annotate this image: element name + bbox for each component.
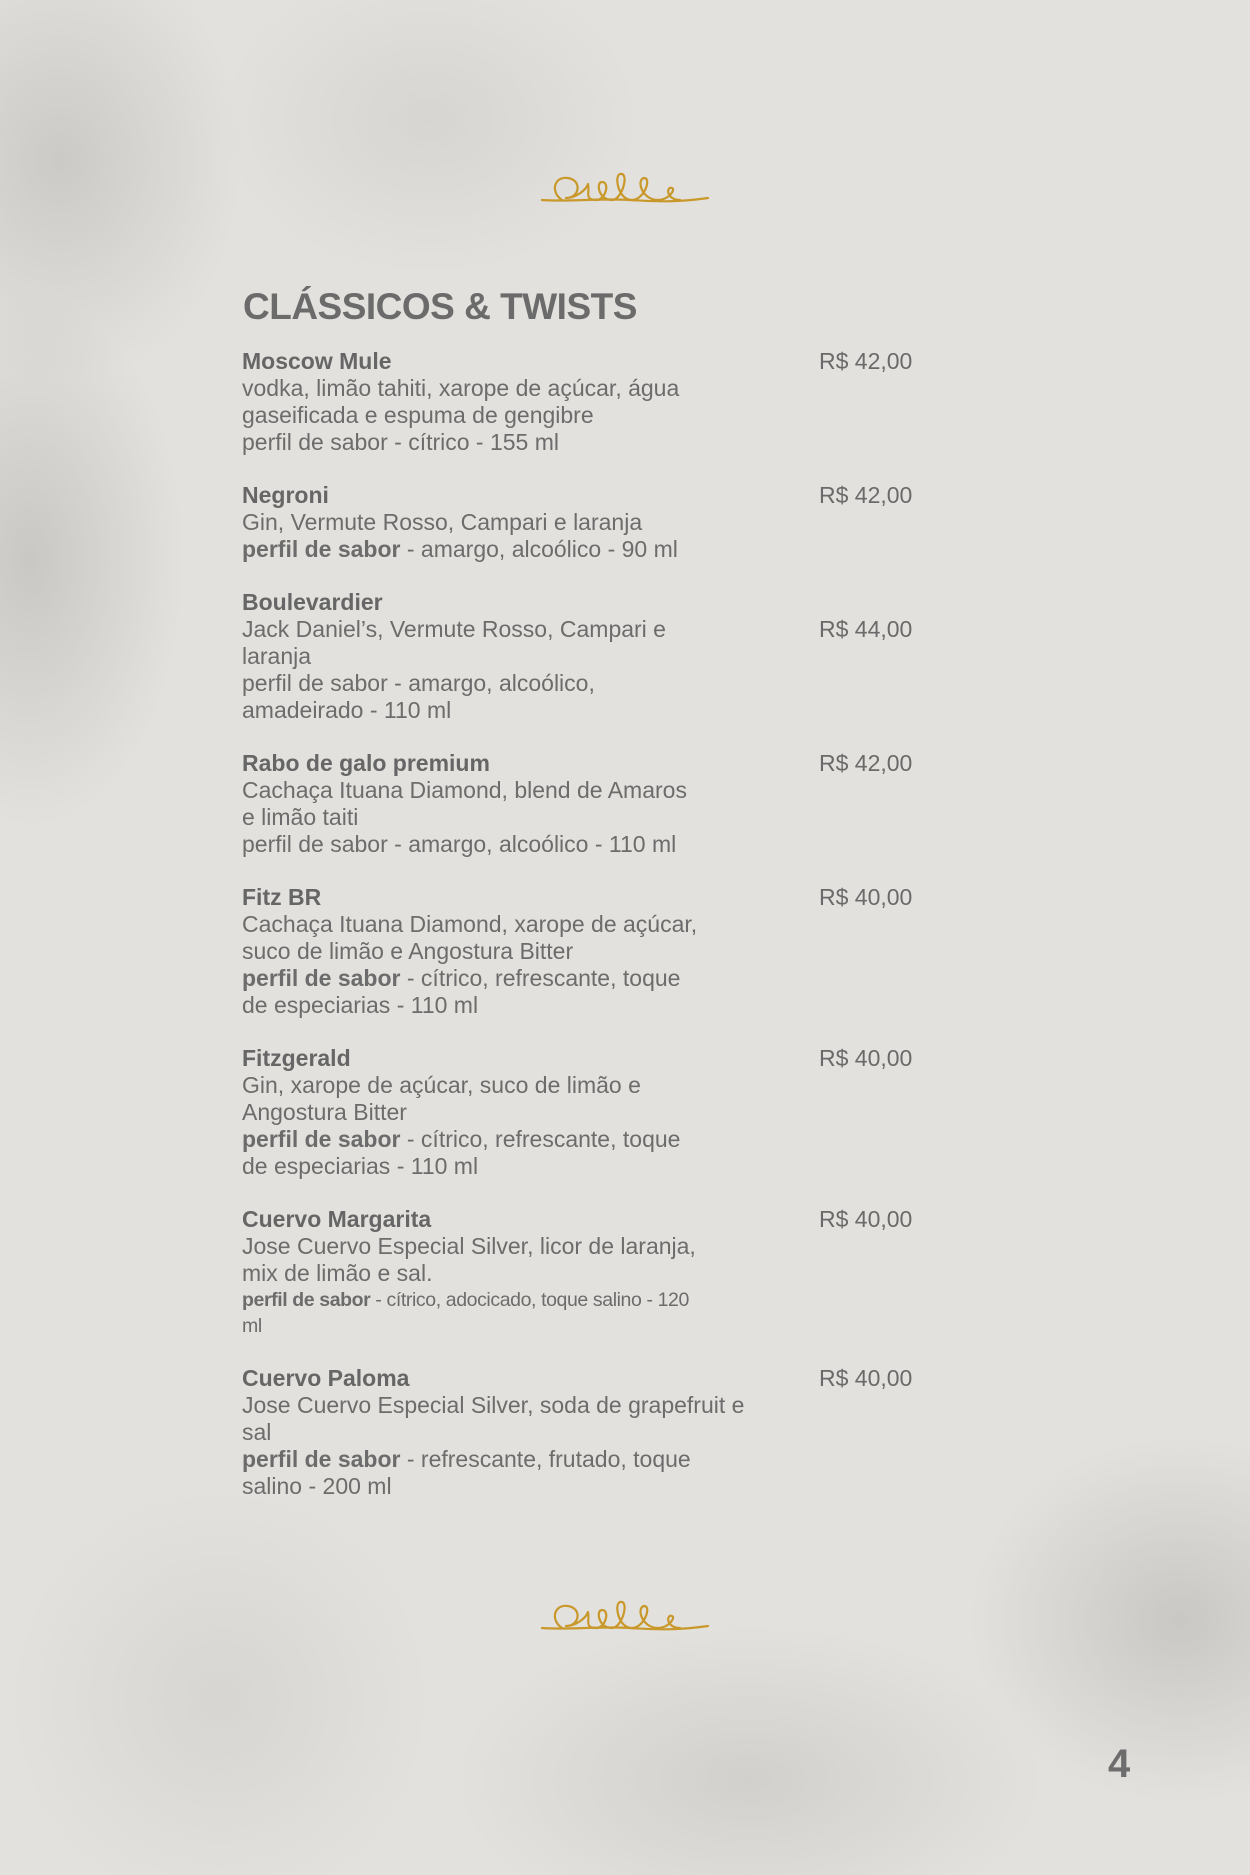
- item-name: Rabo de galo premium: [242, 750, 490, 776]
- flavor-profile-label: perfil de sabor: [242, 536, 401, 562]
- flavor-profile-text: - cítrico, refrescante, toque: [400, 1126, 681, 1152]
- item-name: Cuervo Margarita: [242, 1206, 432, 1232]
- flavor-profile-label: perfil de sabor: [242, 1289, 371, 1311]
- item-price: R$ 42,00: [819, 348, 913, 374]
- item-price: R$ 42,00: [819, 482, 913, 508]
- item-price: R$ 44,00: [819, 616, 913, 642]
- item-description-line: Cachaça Ituana Diamond, xarope de açúcar,: [242, 911, 698, 937]
- item-description-line: Jack Daniel’s, Vermute Rosso, Campari e: [242, 616, 666, 642]
- menu-item-fitzgerald: [242, 1045, 942, 1180]
- flavor-profile-label: perfil de sabor: [242, 1126, 401, 1152]
- item-description-line: laranja: [242, 643, 312, 669]
- item-price: R$ 40,00: [819, 1206, 913, 1232]
- item-description-line: mix de limão e sal.: [242, 1260, 433, 1286]
- menu-item-cuervo-paloma: [242, 1365, 942, 1500]
- flavor-profile-text: - cítrico, refrescante, toque: [400, 965, 681, 991]
- cocktail-menu: [242, 348, 942, 1526]
- item-description-line: Jose Cuervo Especial Silver, soda de grapefruit e: [242, 1392, 745, 1418]
- flourish-icon: [540, 1596, 710, 1644]
- item-description-line: vodka, limão tahiti, xarope de açúcar, água: [242, 375, 680, 401]
- item-flavor-profile: [242, 965, 797, 992]
- item-name: Fitzgerald: [242, 1045, 351, 1071]
- item-flavor-profile-line: de especiarias - 110 ml: [242, 992, 479, 1018]
- menu-item-rabo-de-galo-premium: [242, 750, 942, 858]
- menu-item-moscow-mule: [242, 348, 942, 456]
- item-name: Cuervo Paloma: [242, 1365, 410, 1391]
- menu-item-cuervo-margarita: [242, 1206, 942, 1339]
- item-price: R$ 40,00: [819, 1045, 913, 1071]
- item-description-line: e limão taiti: [242, 804, 359, 830]
- item-price: R$ 42,00: [819, 750, 913, 776]
- item-price: R$ 40,00: [819, 884, 913, 910]
- item-name: Fitz BR: [242, 884, 322, 910]
- flavor-profile-label: perfil de sabor: [242, 965, 401, 991]
- item-flavor-profile: [242, 1446, 797, 1473]
- flavor-profile-text: perfil de sabor - cítrico - 155 ml: [242, 429, 560, 455]
- item-price: R$ 40,00: [819, 1365, 913, 1391]
- item-name: Moscow Mule: [242, 348, 392, 374]
- item-description-line: Jose Cuervo Especial Silver, licor de laranja,: [242, 1233, 696, 1259]
- flavor-profile-text: - amargo, alcoólico - 90 ml: [400, 536, 678, 562]
- menu-item-negroni: [242, 482, 942, 563]
- item-flavor-profile: [242, 429, 797, 456]
- item-description-line: gaseificada e espuma de gengibre: [242, 402, 594, 428]
- flavor-profile-label: perfil de sabor: [242, 1446, 401, 1472]
- flavor-profile-text: - cítrico, adocicado, toque salino - 120: [370, 1289, 689, 1311]
- page-number: 4: [1108, 1742, 1131, 1786]
- item-name: Boulevardier: [242, 589, 383, 615]
- item-description-line: Gin, xarope de açúcar, suco de limão e: [242, 1072, 641, 1098]
- item-description-line: Gin, Vermute Rosso, Campari e laranja: [242, 509, 643, 535]
- item-flavor-profile-line: de especiarias - 110 ml: [242, 1153, 479, 1179]
- section-title: CLÁSSICOS & TWISTS: [243, 286, 637, 327]
- item-flavor-profile-line: perfil de sabor - amargo, alcoólico,: [242, 670, 595, 696]
- item-flavor-profile: [242, 536, 797, 563]
- item-flavor-profile-line: salino - 200 ml: [242, 1473, 392, 1499]
- item-flavor-profile-line: perfil de sabor - amargo, alcoólico - 110 ml: [242, 831, 677, 857]
- item-name: Negroni: [242, 482, 329, 508]
- item-flavor-profile: [242, 1126, 797, 1153]
- item-description-line: Cachaça Ituana Diamond, blend de Amaros: [242, 777, 687, 803]
- menu-item-fitz-br: [242, 884, 942, 1019]
- item-flavor-profile-line: amadeirado - 110 ml: [242, 697, 452, 723]
- flourish-icon: [540, 168, 710, 216]
- item-description-line: sal: [242, 1419, 272, 1445]
- item-flavor-profile: [242, 1287, 797, 1313]
- flavor-profile-text: - refrescante, frutado, toque: [400, 1446, 691, 1472]
- item-description-line: Angostura Bitter: [242, 1099, 407, 1125]
- item-description-line: suco de limão e Angostura Bitter: [242, 938, 574, 964]
- menu-item-boulevardier: [242, 589, 942, 724]
- item-flavor-profile-line: ml: [242, 1315, 262, 1337]
